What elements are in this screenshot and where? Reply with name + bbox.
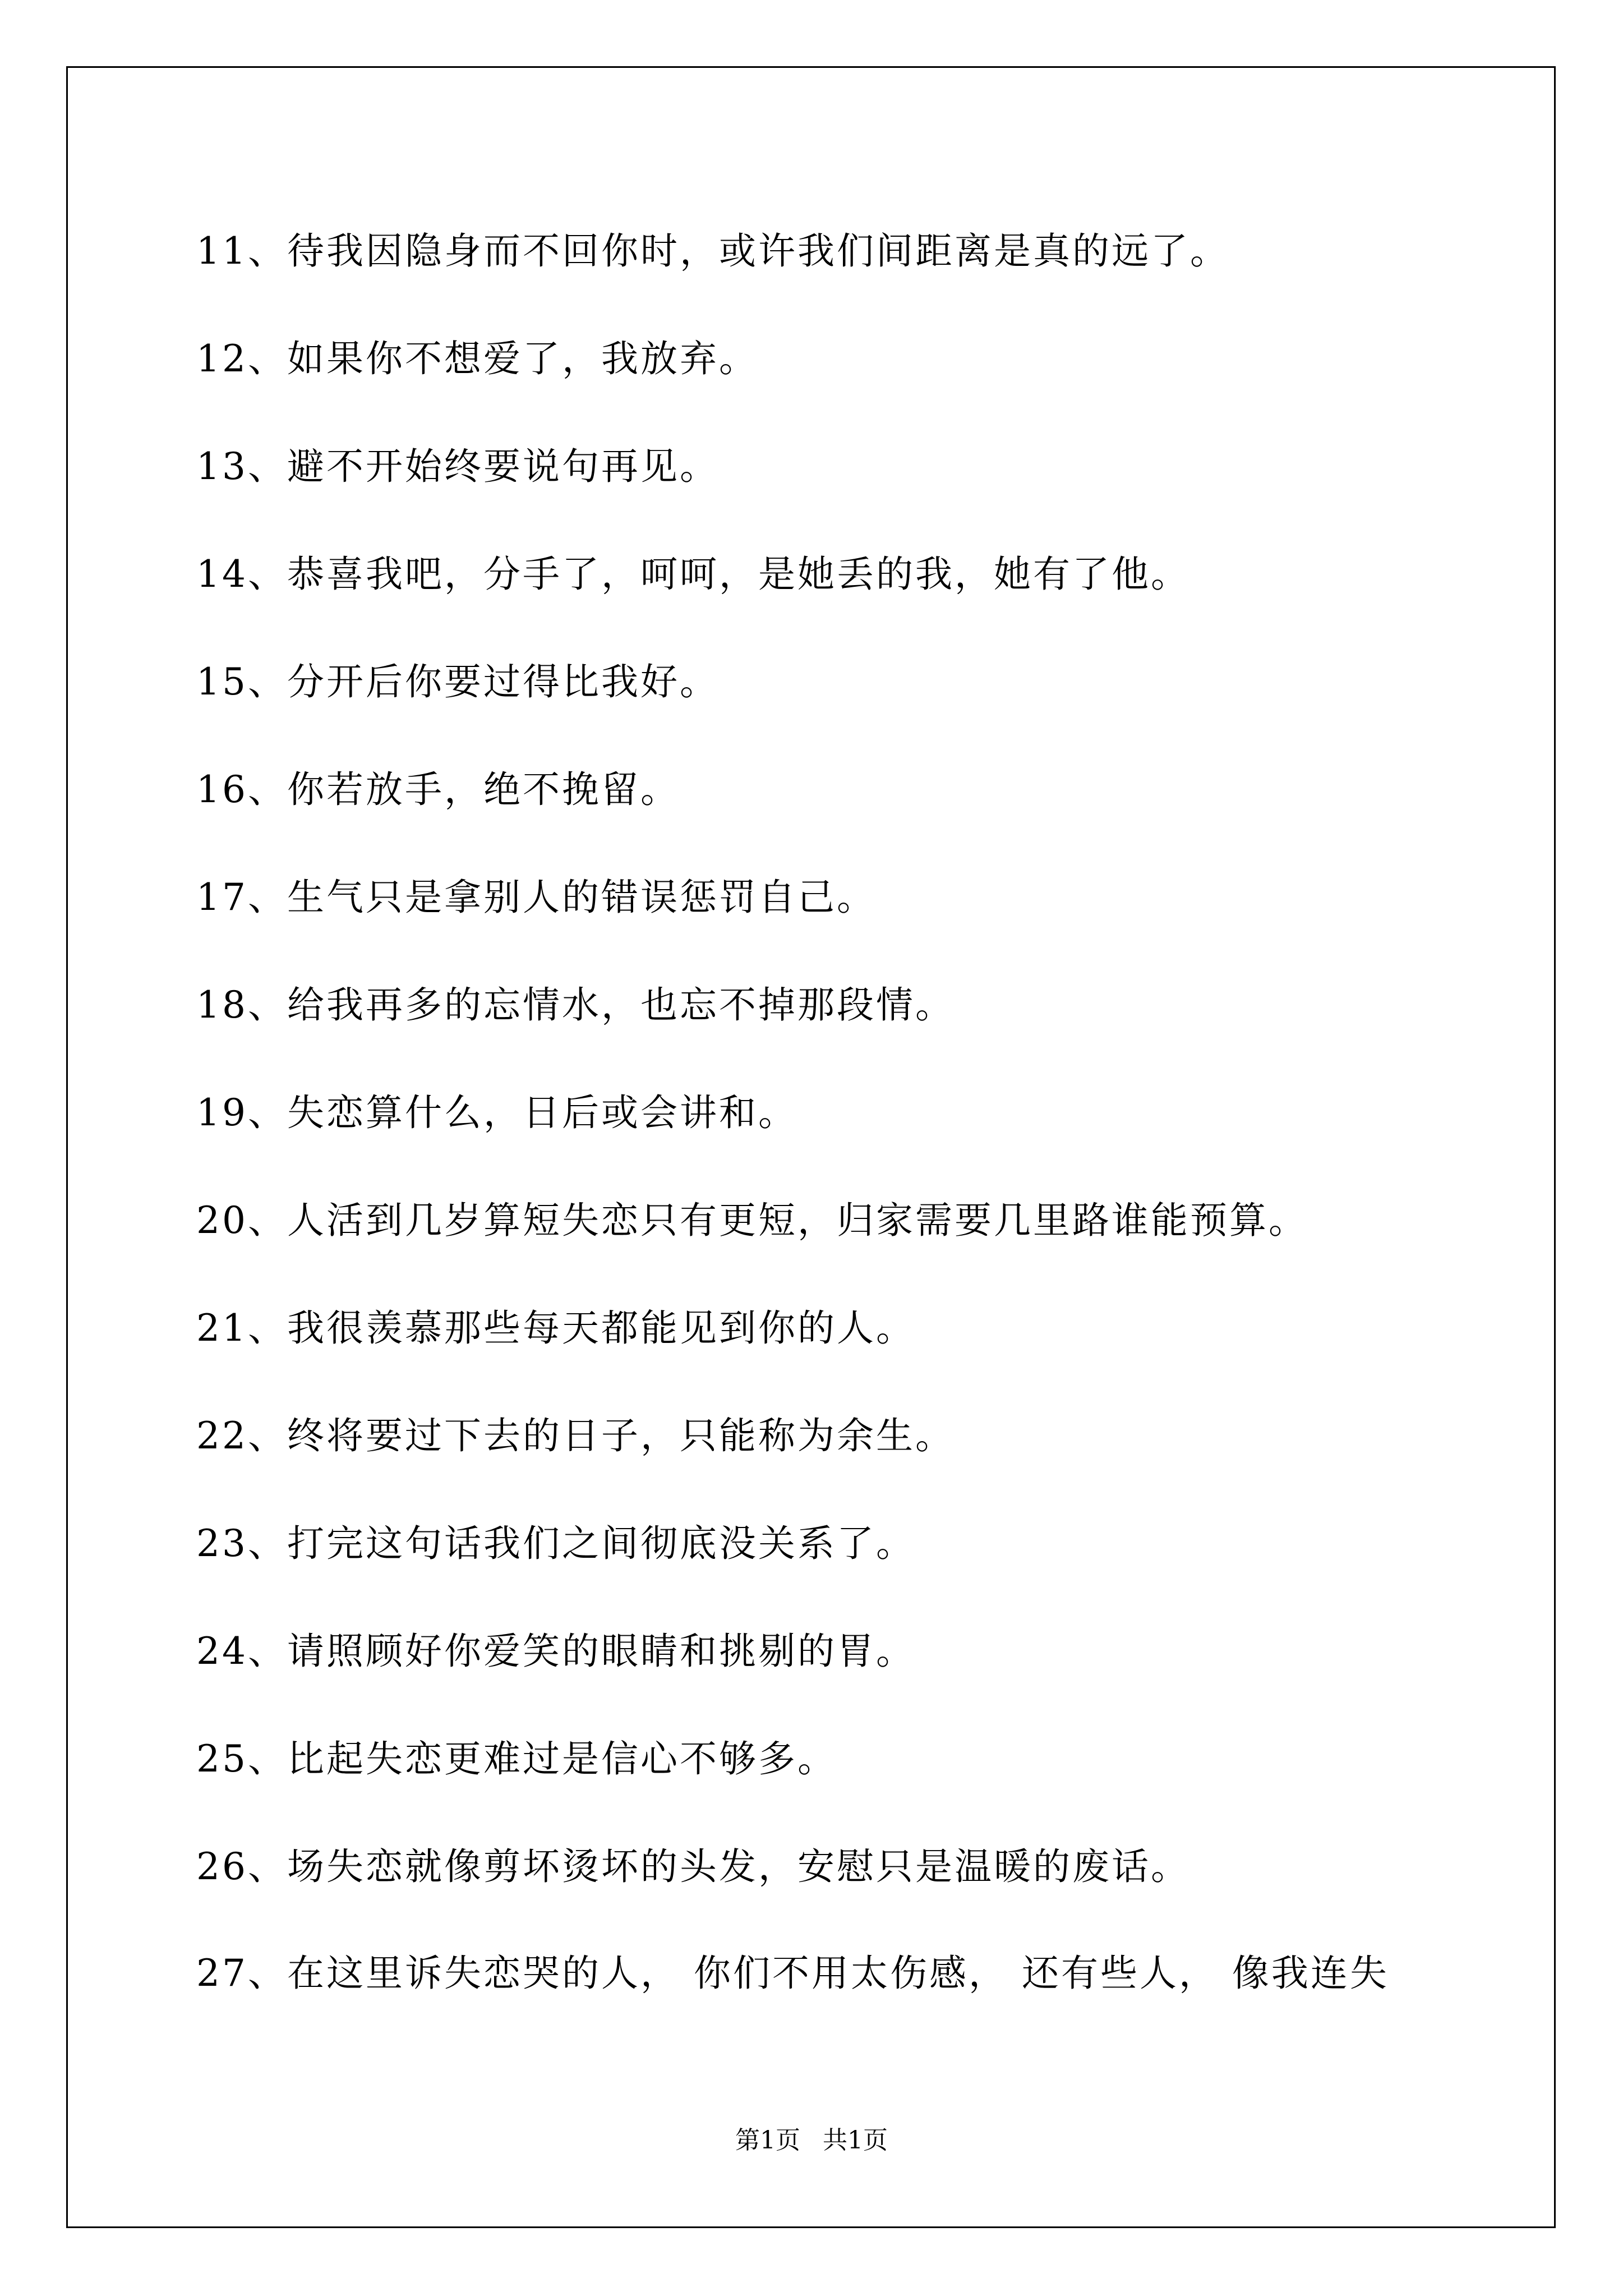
page-border (66, 66, 1556, 2228)
text-line-22: 22、终将要过下去的日子，只能称为余生。 (196, 1414, 955, 1457)
text-line-16: 16、你若放手，绝不挽留。 (196, 768, 680, 811)
text-line-25: 25、比起失恋更难过是信心不够多。 (196, 1737, 837, 1780)
text-line-21: 21、我很羡慕那些每天都能见到你的人。 (196, 1306, 915, 1350)
text-line-24: 24、请照顾好你爱笑的眼睛和挑剔的胃。 (196, 1630, 915, 1673)
text-line-23: 23、打完这句话我们之间彻底没关系了。 (196, 1522, 915, 1565)
page-number: 第1页 (735, 2126, 800, 2155)
text-line-20: 20、人活到几岁算短失恋只有更短，归家需要几里路谁能预算。 (196, 1199, 1308, 1242)
text-line-15: 15、分开后你要过得比我好。 (196, 660, 719, 703)
page-footer (0, 2125, 1623, 2156)
text-line-27: 27、在这里诉失恋哭的人， 你们不用太伤感， 还有些人， 像我连失 (196, 1952, 1389, 1995)
text-line-17: 17、生气只是拿别人的错误惩罚自己。 (196, 876, 876, 919)
text-line-13: 13、避不开始终要说句再见。 (196, 445, 719, 488)
text-line-12: 12、如果你不想爱了，我放弃。 (196, 337, 758, 380)
text-line-19: 19、失恋算什么，日后或会讲和。 (196, 1091, 797, 1134)
page-total: 共1页 (823, 2126, 888, 2155)
text-line-26: 26、场失恋就像剪坏烫坏的头发，安慰只是温暖的废话。 (196, 1845, 1190, 1888)
text-line-11: 11、待我因隐身而不回你时，或许我们间距离是真的远了。 (196, 229, 1229, 273)
text-line-18: 18、给我再多的忘情水，也忘不掉那段情。 (196, 983, 955, 1027)
text-line-14: 14、恭喜我吧，分手了，呵呵，是她丢的我，她有了他。 (196, 553, 1190, 596)
